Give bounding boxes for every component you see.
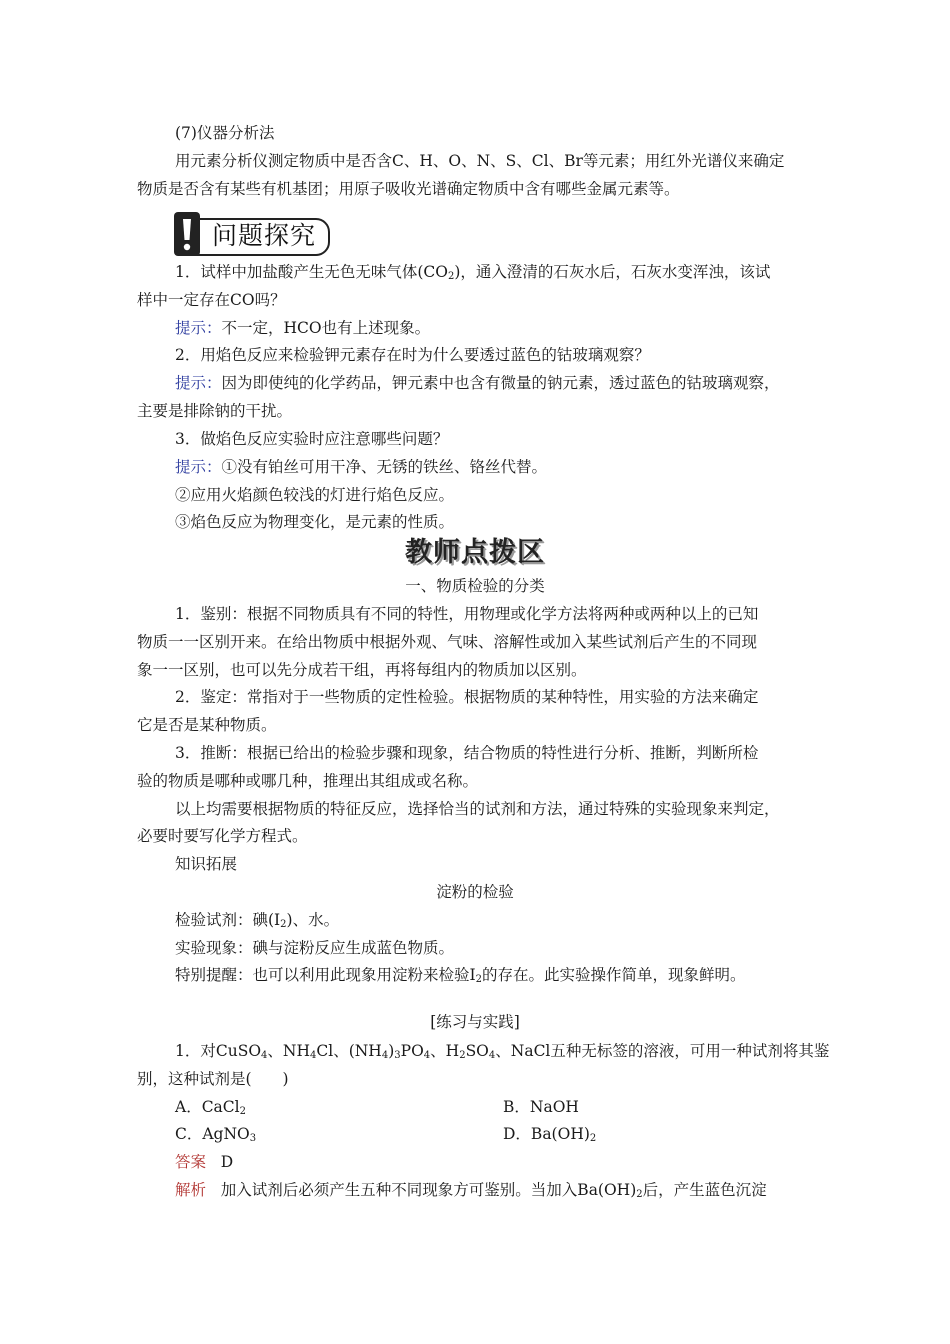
teacher-p3-line1: 3．推断：根据已给出的检验步骤和现象，结合物质的特性进行分析、推断，判断所检	[175, 744, 759, 762]
inquiry-a3-line1: 提示：①没有铂丝可用干净、无锈的铁丝、铬丝代替。	[175, 458, 548, 476]
method7-body-line1: 用元素分析仪测定物质中是否含C、H、O、N、S、Cl、Br等元素；用红外光谱仪来确定	[175, 152, 785, 170]
answer-label: 答案	[175, 1153, 207, 1171]
teacher-p4-line2: 必要时要写化学方程式。	[137, 827, 308, 845]
hint-label: 提示：	[175, 458, 222, 476]
analysis-label: 解析	[175, 1181, 207, 1199]
teacher-p4-line1: 以上均需要根据物质的特征反应，选择恰当的试剂和方法，通过特殊的实验现象来判定，	[175, 800, 780, 818]
inquiry-q2: 2．用焰色反应来检验钾元素存在时为什么要透过蓝色的钴玻璃观察？	[175, 346, 650, 364]
option-a: A．CaCl$_2$	[175, 1098, 246, 1117]
hint-label: 提示：	[175, 374, 222, 392]
banner-label: 问题探究	[212, 221, 317, 250]
knowledge-reagent: 检验试剂：碘$(I_2)$、水。	[175, 911, 340, 930]
practice-q1-line1: 1．对CuSO$_4$、$NH_4Cl$、$(NH_4)_3PO_4$、$H_2SO_4$、NaCl五种无标签的溶液，可用一种试剂将其鉴	[175, 1042, 830, 1061]
inquiry-a2-line1: 提示：因为即使纯的化学药品，钾元素中也含有微量的钠元素，透过蓝色的钴玻璃观察，	[175, 374, 780, 392]
method7-body-line2: 物质是否含有某些有机基团；用原子吸收光谱确定物质中含有哪些金属元素等。	[137, 180, 680, 198]
teacher-p2-line1: 2．鉴定：常指对于一些物质的定性检验。根据物质的某种特性，用实验的方法来确定	[175, 688, 759, 706]
inquiry-a3-line3: ③焰色反应为物理变化，是元素的性质。	[175, 513, 455, 531]
option-d: D．$Ba(OH)_2$	[503, 1125, 597, 1144]
section-title: 教师点拨区	[405, 537, 545, 568]
knowledge-note: 特别提醒：也可以利用此现象用淀粉来检验$I_2$的存在。此实验操作简单，现象鲜明。	[175, 966, 746, 985]
inquiry-a2-line2: 主要是排除钠的干扰。	[137, 402, 293, 420]
teacher-p3-line2: 验的物质是哪种或哪几种，推理出其组成或名称。	[137, 772, 479, 790]
teacher-p1-line1: 1．鉴别：根据不同物质具有不同的特性，用物理或化学方法将两种或两种以上的已知	[175, 605, 759, 623]
teacher-p2-line2: 它是否是某种物质。	[137, 716, 277, 734]
inquiry-q3: 3．做焰色反应实验时应注意哪些问题？	[175, 430, 449, 448]
knowledge-heading: 知识拓展	[175, 855, 238, 873]
teacher-p1-line3: 象一一区别，也可以先分成若干组，再将每组内的物质加以区别。	[137, 661, 587, 679]
inquiry-q1-line2: 样中一定存在CO吗？	[137, 291, 286, 309]
inquiry-a1: 提示：不一定，HCO也有上述现象。	[175, 319, 431, 337]
section-subtitle: 一、物质检验的分类	[405, 577, 545, 595]
inquiry-q1-line1: 1．试样中加盐酸产生无色无味气体$(CO_2)$，通入澄清的石灰水后，石灰水变浑浊，该试	[175, 263, 771, 282]
knowledge-phenomenon: 实验现象：碘与淀粉反应生成蓝色物质。	[175, 939, 455, 957]
option-c: C．AgNO$_3$	[175, 1125, 257, 1144]
knowledge-title: 淀粉的检验	[436, 883, 514, 901]
inquiry-a3-line2: ②应用火焰颜色较浅的灯进行焰色反应。	[175, 486, 455, 504]
teacher-p1-line2: 物质一一区别开来。在给出物质中根据外观、气味、溶解性或加入某些试剂后产生的不同现	[137, 633, 758, 651]
option-b: B．NaOH	[503, 1098, 579, 1116]
hint-label: 提示：	[175, 319, 222, 337]
answer-value: D	[220, 1153, 234, 1171]
exclamation-icon	[174, 212, 200, 256]
practice-q1-line2: 别，这种试剂是( )	[137, 1070, 289, 1088]
analysis-line: 解析 加入试剂后必须产生五种不同现象方可鉴别。当加入$Ba(OH)_2$后，产生蓝色沉淀	[175, 1181, 767, 1200]
answer-line	[175, 1152, 233, 1172]
method7-title: (7)仪器分析法	[175, 124, 275, 142]
inquiry-banner	[174, 212, 332, 256]
practice-heading: [练习与实践]	[430, 1013, 520, 1031]
